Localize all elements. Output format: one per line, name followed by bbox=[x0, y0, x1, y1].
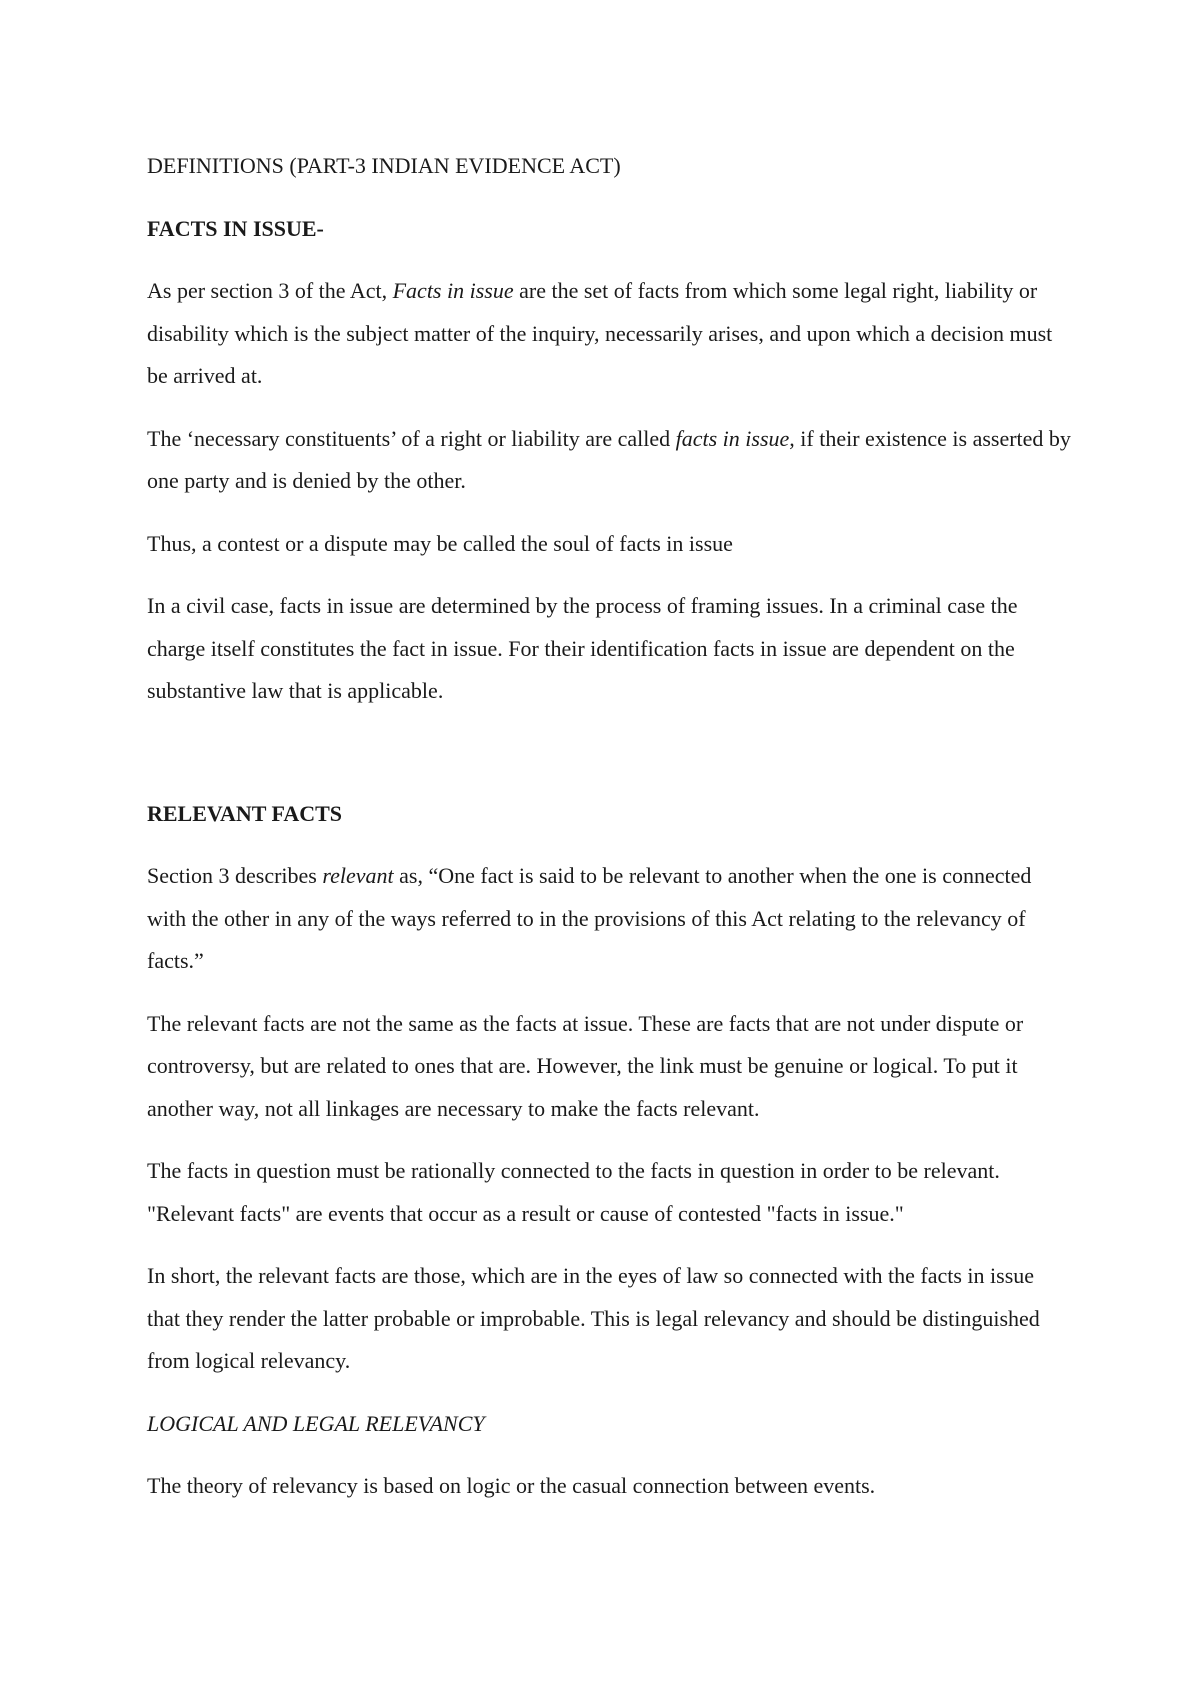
text-segment: As per section 3 of the Act, bbox=[147, 278, 393, 303]
document-body bbox=[147, 145, 1072, 1528]
emphasis-term: relevant bbox=[322, 863, 394, 888]
text-segment: if their existence is asserted by one party and is denied by the other. bbox=[147, 425, 1071, 493]
text-segment: as, “One fact is said to be relevant to another when the one is connected with the other in any of the ways referred to in the provisions of this Act relating to the relevancy of facts.” bbox=[147, 863, 1032, 973]
paragraph-facts-in-issue-definition bbox=[147, 270, 1072, 398]
paragraph-rational-connection: The facts in question must be rationally connected to the facts in question in order to be relevant. "Relevant facts" are events that occur as a result or cause of contested "facts in issue." bbox=[147, 1158, 1000, 1226]
heading-relevant-facts: RELEVANT FACTS bbox=[147, 800, 343, 826]
paragraph-relevant-vs-issue: The relevant facts are not the same as the facts at issue. These are facts that are not under dispute or controversy, but are related to ones that are. However, the link must be genuine or logical. To put it another way, not all linkages are necessary to make the facts relevant. bbox=[147, 1010, 1024, 1121]
section-spacer bbox=[147, 733, 1072, 793]
paragraph-legal-relevancy: In short, the relevant facts are those, which are in the eyes of law so connected with the facts in issue that they render the latter probable or improbable. This is legal relevancy and should be distinguished from logical relevancy. bbox=[147, 1263, 1040, 1373]
paragraph-necessary-constituents bbox=[147, 418, 1072, 503]
heading-logical-legal-relevancy: LOGICAL AND LEGAL RELEVANCY bbox=[147, 1410, 485, 1436]
emphasis-term: facts in issue, bbox=[675, 425, 795, 451]
text-segment: are the set of facts from which some legal right, liability or disability which is the subject matter of the inquiry, necessarily arises, and upon which a decision must be arrived at. bbox=[147, 278, 1053, 388]
text-segment: Section 3 describes bbox=[147, 863, 323, 888]
heading-facts-in-issue: FACTS IN ISSUE- bbox=[147, 215, 324, 241]
paragraph-civil-criminal-case: In a civil case, facts in issue are determined by the process of framing issues. In a criminal case the charge itself constitutes the fact in issue. For their identification facts in issue are dependent on the substantive law that is applicable. bbox=[147, 593, 1018, 703]
document-title: DEFINITIONS (PART-3 INDIAN EVIDENCE ACT) bbox=[147, 153, 621, 178]
paragraph-theory-of-relevancy: The theory of relevancy is based on logic or the casual connection between events. bbox=[147, 1473, 876, 1498]
paragraph-relevant-definition bbox=[147, 855, 1072, 983]
paragraph-soul-of-facts: Thus, a contest or a dispute may be called the soul of facts in issue bbox=[147, 530, 733, 556]
emphasis-term: Facts in issue bbox=[392, 278, 514, 303]
text-segment: The ‘necessary constituents’ of a right or liability are called bbox=[147, 425, 676, 451]
